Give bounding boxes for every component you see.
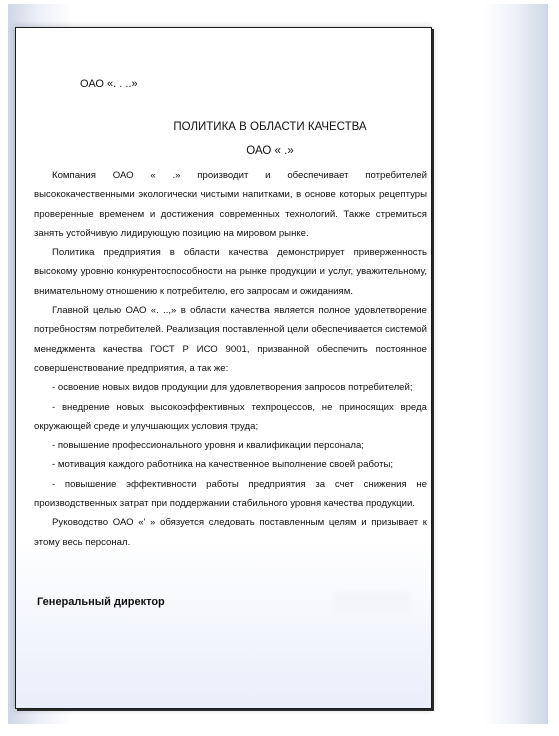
document-title: ПОЛИТИКА В ОБЛАСТИ КАЧЕСТВА bbox=[173, 121, 367, 133]
document-subtitle: ОАО « .» bbox=[246, 145, 294, 157]
signature-area bbox=[333, 592, 411, 612]
list-item: - повышение профессионального уровня и квалификации персонала; bbox=[52, 440, 364, 452]
signature-title: Генеральный директор bbox=[37, 596, 165, 608]
company-header: ОАО «. . ..» bbox=[80, 78, 138, 90]
list-item: - внедрение новых высокоэффективных техпроцессов, не приносящих вреда окружающей среде и улучшающих условия труда; bbox=[34, 401, 427, 432]
document-body bbox=[34, 166, 427, 552]
paragraph-policy: Политика предприятия в области качества демонстрирует приверженность высокому уровню конкурентоспособности на рынке продукции и услуг, уважительному, внимательному отношению к потребителю, его запросам и ожиданиям. bbox=[34, 247, 427, 297]
list-item: - мотивация каждого работника на качественное выполнение своей работы; bbox=[52, 459, 394, 471]
paragraph-management: Руководство ОАО «' » обязуется следовать поставленным целям и призывает к этому весь персонал. bbox=[34, 517, 427, 548]
paragraph-intro: Компания ОАО « .» производит и обеспечивает потребителей высококачественными экологически чистыми напитками, в основе которых рецептуры проверенные временем и достижения современных технологий. Также стремиться занять устойчивую лидирующую позицию на мировом рынке. bbox=[34, 170, 427, 239]
list-item: - освоение новых видов продукции для удовлетворения запросов потребителей; bbox=[52, 382, 413, 394]
paragraph-goal: Главной целью ОАО «. ..,» в области качества является полное удовлетворение потребностям потребителей. Реализация поставленной цели обеспечивается системой менеджмента качества ГОСТ Р ИСО 9001, призванной обеспечить постоянное совершенствование предприятия, а так же: bbox=[34, 305, 427, 374]
list-item: - повышение эффективности работы предприятия за счет снижения не производственных затрат при поддержании стабильного уровня качества продукции. bbox=[34, 478, 427, 510]
